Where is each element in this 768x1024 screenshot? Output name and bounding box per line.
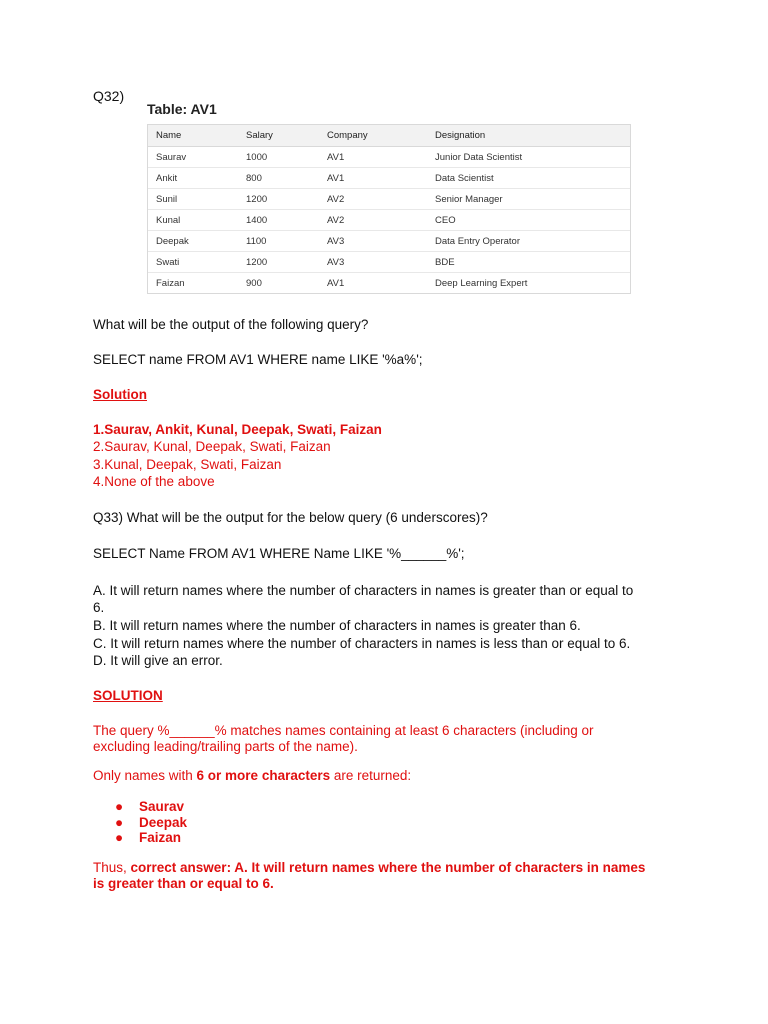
- question-number-q32: Q32): [93, 88, 125, 104]
- thus-prefix: Thus,: [93, 860, 131, 875]
- bullet-icon: ●: [115, 799, 124, 814]
- cell-designation: BDE: [427, 252, 630, 273]
- cell-company: AV3: [319, 252, 427, 273]
- cell-salary: 900: [238, 273, 319, 294]
- q32-solution-label: Solution: [93, 387, 147, 402]
- only-names-prefix: Only names with: [93, 768, 197, 783]
- q33-explanation-line2: excluding leading/trailing parts of the name).: [93, 739, 358, 754]
- q33-option-a-cont: 6.: [93, 600, 105, 615]
- cell-name: Kunal: [148, 210, 238, 231]
- cell-designation: Deep Learning Expert: [427, 273, 630, 294]
- cell-salary: 1200: [238, 252, 319, 273]
- cell-designation: Senior Manager: [427, 189, 630, 210]
- cell-name: Sunil: [148, 189, 238, 210]
- list-item: [115, 815, 187, 831]
- cell-company: AV3: [319, 231, 427, 252]
- only-names-bold: 6 or more characters: [196, 768, 331, 783]
- table-row: [148, 168, 630, 189]
- bullet-icon: ●: [115, 830, 124, 845]
- list-item: [115, 799, 187, 815]
- only-names-suffix: are returned:: [330, 768, 412, 783]
- table-title: Table: AV1: [147, 101, 217, 117]
- q32-option-4: 4.None of the above: [93, 474, 215, 489]
- column-header-salary: Salary: [238, 125, 319, 147]
- cell-designation: Junior Data Scientist: [427, 147, 630, 168]
- cell-salary: 1100: [238, 231, 319, 252]
- q33-question: Q33) What will be the output for the below query (6 underscores)?: [93, 510, 488, 525]
- bullet-icon: ●: [115, 814, 124, 830]
- cell-designation: CEO: [427, 210, 630, 231]
- q32-option-1-correct: 1.Saurav, Ankit, Kunal, Deepak, Swati, Faizan: [93, 422, 382, 437]
- table-row: [148, 231, 630, 252]
- q33-option-d: D. It will give an error.: [93, 653, 223, 668]
- q32-option-3: 3.Kunal, Deepak, Swati, Faizan: [93, 457, 282, 472]
- list-item-label: Faizan: [139, 830, 182, 845]
- thus-bold-line2: is greater than or equal to 6.: [93, 876, 274, 891]
- list-item-label: Saurav: [139, 799, 185, 814]
- names-list: [115, 799, 187, 846]
- q33-solution-label: SOLUTION: [93, 688, 163, 703]
- cell-company: AV1: [319, 168, 427, 189]
- cell-salary: 1400: [238, 210, 319, 231]
- cell-company: AV2: [319, 210, 427, 231]
- cell-salary: 800: [238, 168, 319, 189]
- q33-explanation-line1: The query %______% matches names containing at least 6 characters (including or: [93, 723, 594, 738]
- cell-name: Swati: [148, 252, 238, 273]
- column-header-designation: Designation: [427, 125, 630, 147]
- cell-name: Saurav: [148, 147, 238, 168]
- table-row: [148, 252, 630, 273]
- cell-salary: 1000: [238, 147, 319, 168]
- q33-option-c: C. It will return names where the number of characters in names is less than or equal to 6.: [93, 636, 631, 651]
- table-header-row: [148, 125, 630, 147]
- column-header-name: Name: [148, 125, 238, 147]
- q32-query: SELECT name FROM AV1 WHERE name LIKE '%a%';: [93, 352, 423, 367]
- table-row: [148, 210, 630, 231]
- cell-company: AV1: [319, 147, 427, 168]
- q32-option-2: 2.Saurav, Kunal, Deepak, Swati, Faizan: [93, 439, 331, 454]
- cell-name: Faizan: [148, 273, 238, 294]
- only-names-sentence: [93, 768, 411, 783]
- q33-option-b: B. It will return names where the number of characters in names is greater than 6.: [93, 618, 581, 633]
- cell-company: AV2: [319, 189, 427, 210]
- cell-designation: Data Entry Operator: [427, 231, 630, 252]
- table-row: [148, 147, 630, 168]
- q33-option-a: A. It will return names where the number of characters in names is greater than or equal to: [93, 583, 634, 598]
- list-item-label: Deepak: [139, 814, 188, 830]
- list-item: [115, 830, 187, 846]
- cell-designation: Data Scientist: [427, 168, 630, 189]
- cell-name: Deepak: [148, 231, 238, 252]
- cell-salary: 1200: [238, 189, 319, 210]
- table-row: [148, 273, 630, 294]
- thus-bold-line1: correct answer: A. It will return names where the number of characters in names: [130, 860, 646, 875]
- cell-company: AV1: [319, 273, 427, 294]
- q32-question: What will be the output of the following query?: [93, 317, 369, 332]
- thus-sentence-line1: [93, 860, 645, 875]
- q33-query: SELECT Name FROM AV1 WHERE Name LIKE '%______%';: [93, 546, 465, 561]
- column-header-company: Company: [319, 125, 427, 147]
- av1-table: [147, 124, 631, 294]
- cell-name: Ankit: [148, 168, 238, 189]
- table-row: [148, 189, 630, 210]
